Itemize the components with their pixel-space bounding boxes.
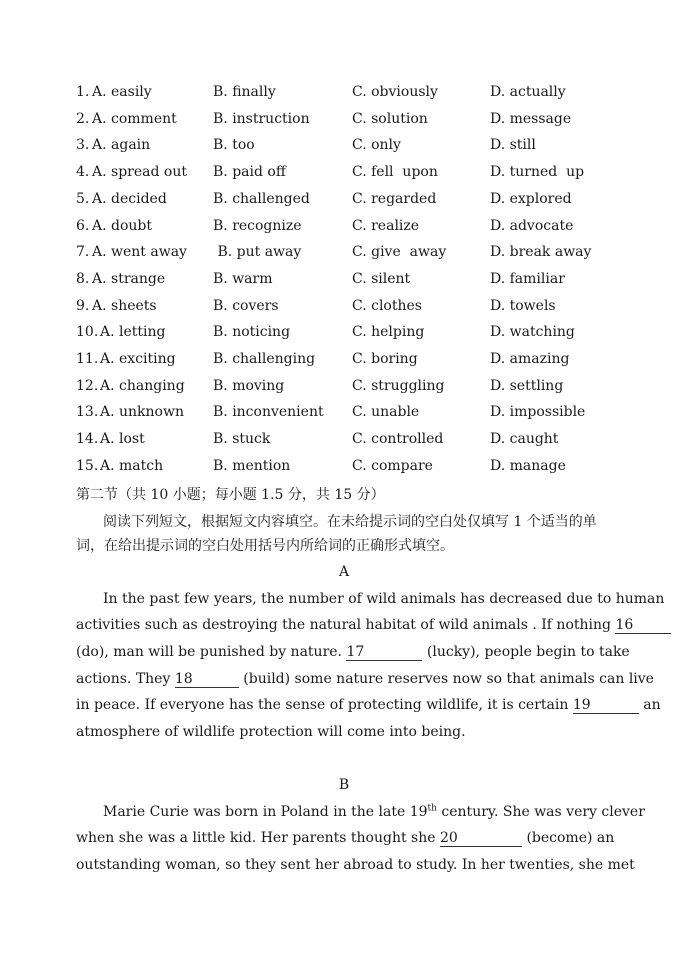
option-c[interactable]: C. fell upon	[352, 164, 438, 181]
question-number: 12.	[76, 377, 99, 394]
passage-a-line-5: in peace. If everyone has the sense of protecting wildlife, it is certain 19 an	[76, 697, 661, 713]
option-a[interactable]: A. exciting	[100, 351, 176, 367]
option-d[interactable]: D. message	[490, 110, 572, 127]
option-c[interactable]: C. solution	[352, 110, 428, 127]
option-a[interactable]: A. doubt	[92, 217, 153, 234]
option-b[interactable]: B. warm	[213, 270, 273, 287]
option-b[interactable]: B. put away	[213, 244, 302, 261]
option-a[interactable]: A. lost	[100, 431, 145, 448]
section-2-instruction: 阅读下列短文，根据短文内容填空。在未给提示词的空白处仅填写 1 个适当的单词，在给出提示词的空白处用括号内所给词的正确形式填空。	[76, 514, 597, 554]
question-number: 8.	[76, 270, 90, 287]
option-b[interactable]: B. finally	[213, 84, 276, 100]
passage-b-line-2: when she was a little kid. Her parents thought she 20 (become) an	[76, 830, 615, 846]
option-a[interactable]: A. letting	[100, 324, 166, 341]
option-row	[0, 351, 688, 377]
option-c[interactable]: C. unable	[352, 404, 420, 421]
option-d[interactable]: D. actually	[490, 84, 566, 100]
option-d[interactable]: D. amazing	[490, 351, 570, 367]
passage-a-line-2: activities such as destroying the natural habitat of wild animals . If nothing 16	[76, 617, 612, 634]
passage-a-line-3: (do), man will be punished by nature. 17 (lucky), people begin to take	[76, 644, 630, 660]
question-number: 3.	[76, 137, 90, 154]
option-d[interactable]: D. still	[490, 137, 536, 154]
option-row	[0, 271, 688, 297]
option-row	[0, 404, 688, 430]
option-a[interactable]: A. sheets	[92, 297, 157, 314]
option-c[interactable]: C. regarded	[352, 190, 437, 207]
option-c[interactable]: C. give away	[352, 244, 447, 261]
option-d[interactable]: D. manage	[490, 457, 566, 474]
option-a[interactable]: A. spread out	[92, 164, 187, 181]
option-a[interactable]: A. strange	[92, 270, 166, 287]
question-number: 7.	[76, 244, 90, 261]
option-row	[0, 164, 688, 190]
option-row	[0, 244, 688, 270]
option-d[interactable]: D. settling	[490, 377, 564, 394]
option-row	[0, 324, 688, 350]
question-number: 11.	[76, 351, 99, 367]
question-number: 1.	[76, 84, 90, 100]
option-a[interactable]: A. went away	[92, 244, 187, 261]
option-b[interactable]: B. too	[213, 137, 255, 154]
option-c[interactable]: C. compare	[352, 457, 433, 474]
option-d[interactable]: D. turned up	[490, 164, 585, 181]
option-row	[0, 84, 688, 110]
option-c[interactable]: C. struggling	[352, 377, 445, 394]
question-number: 6.	[76, 217, 90, 234]
question-number: 10.	[76, 324, 99, 341]
option-row	[0, 191, 688, 217]
question-number: 14.	[76, 431, 99, 448]
option-b[interactable]: B. covers	[213, 297, 279, 314]
question-number: 9.	[76, 297, 90, 314]
blank-17[interactable]: 17	[346, 645, 422, 661]
option-row	[0, 431, 688, 457]
section-2-title: 第二节（共 10 小题；每小题 1.5 分，共 15 分）	[76, 487, 385, 503]
passage-a-label: A	[338, 564, 350, 580]
passage-a-line-6: atmosphere of wildlife protection will come into being.	[76, 724, 466, 740]
question-number: 2.	[76, 110, 90, 127]
option-a[interactable]: A. decided	[92, 190, 167, 207]
option-c[interactable]: C. helping	[352, 324, 425, 341]
option-b[interactable]: B. challenged	[213, 190, 310, 207]
blank-16[interactable]: 16	[615, 618, 671, 634]
option-b[interactable]: B. recognize	[213, 217, 302, 234]
option-b[interactable]: B. challenging	[213, 351, 316, 367]
blank-20[interactable]: 20	[440, 831, 522, 847]
option-row	[0, 458, 688, 484]
question-number: 15.	[76, 457, 99, 474]
passage-b-line-1: Marie Curie was born in Poland in the late 19th century. She was very clever	[103, 803, 645, 820]
option-c[interactable]: C. boring	[352, 351, 418, 367]
option-b[interactable]: B. moving	[213, 377, 285, 394]
option-b[interactable]: B. mention	[213, 457, 291, 474]
option-c[interactable]: C. silent	[352, 270, 411, 287]
question-number: 5.	[76, 190, 90, 207]
passage-b-line-3: outstanding woman, so they sent her abroad to study. In her twenties, she met	[76, 857, 635, 873]
option-d[interactable]: D. towels	[490, 297, 556, 314]
option-c[interactable]: C. realize	[352, 217, 420, 234]
option-a[interactable]: A. changing	[100, 377, 185, 394]
option-b[interactable]: B. stuck	[213, 431, 271, 448]
question-number: 13.	[76, 404, 99, 421]
option-c[interactable]: C. controlled	[352, 431, 444, 448]
option-a[interactable]: A. comment	[92, 110, 177, 127]
option-b[interactable]: B. instruction	[213, 110, 310, 127]
blank-19[interactable]: 19	[573, 698, 639, 714]
blank-18[interactable]: 18	[175, 672, 239, 688]
option-c[interactable]: C. obviously	[352, 84, 438, 100]
option-d[interactable]: D. caught	[490, 431, 559, 448]
option-b[interactable]: B. inconvenient	[213, 404, 324, 421]
option-row	[0, 378, 688, 404]
option-b[interactable]: B. noticing	[213, 324, 291, 341]
passage-a-line-4: actions. They 18 (build) some nature reserves now so that animals can live	[76, 671, 654, 687]
option-d[interactable]: D. familiar	[490, 270, 565, 287]
option-row	[0, 111, 688, 137]
option-a[interactable]: A. again	[92, 137, 151, 154]
option-a[interactable]: A. match	[100, 457, 164, 474]
option-row	[0, 137, 688, 163]
option-d[interactable]: D. break away	[490, 244, 592, 261]
question-number: 4.	[76, 164, 90, 181]
option-row	[0, 218, 688, 244]
option-b[interactable]: B. paid off	[213, 164, 286, 181]
option-d[interactable]: D. watching	[490, 324, 575, 341]
option-row	[0, 298, 688, 324]
option-d[interactable]: D. impossible	[490, 404, 586, 421]
passage-b-label: B	[338, 777, 350, 793]
option-d[interactable]: D. advocate	[490, 217, 574, 234]
option-c[interactable]: C. clothes	[352, 297, 422, 314]
option-a[interactable]: A. unknown	[100, 404, 184, 421]
option-d[interactable]: D. explored	[490, 190, 572, 207]
passage-a-line-1: In the past few years, the number of wild animals has decreased due to human	[103, 591, 665, 607]
option-a[interactable]: A. easily	[92, 84, 152, 100]
option-c[interactable]: C. only	[352, 137, 401, 154]
